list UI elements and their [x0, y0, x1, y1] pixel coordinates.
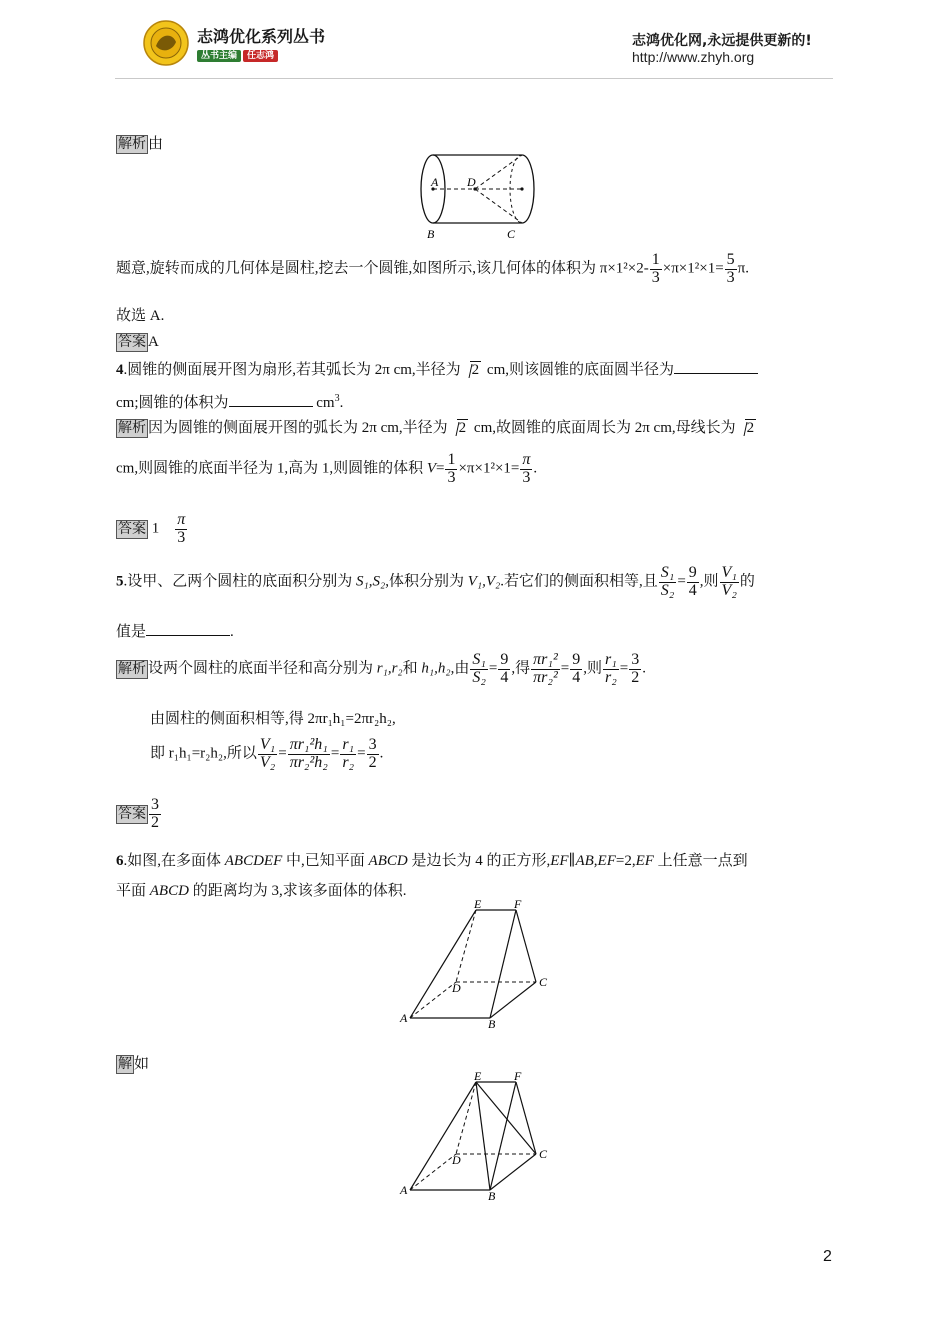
polyhedron-figure-1: [398, 898, 558, 1030]
polyhedron-figure-2: [398, 1070, 558, 1204]
slogan: 志鸿优化网,永远提供更新的!: [632, 33, 812, 49]
answer-tag: 答案: [118, 805, 146, 822]
q5-analysis-line1: [116, 652, 646, 687]
cylinder-cone-figure: [415, 148, 535, 242]
q5-analysis-line2: 由圆柱的侧面积相等,得 2πr₁h₁=2πr₂h₂,: [150, 711, 396, 727]
solution-tag: 解: [118, 1056, 132, 1072]
q6-stem-e: 是边长为 4 的正方形,: [407, 853, 551, 869]
q5-ana-g: ,则: [583, 660, 602, 677]
q6-stem-h: EF: [635, 853, 654, 869]
q6-stem-k: ABCD: [149, 883, 189, 899]
fraction: $\frac{3}{2}$: [151, 796, 159, 831]
fraction: $\frac{9}{4}$: [500, 651, 509, 686]
q4-ana-e: ×π×1²×1=: [458, 460, 520, 477]
q6-stem-l: 的距离均为 3,求该多面体的体积.: [188, 883, 407, 899]
q4-stem-line1: [116, 358, 758, 379]
q3-analysis-body: [116, 252, 749, 287]
equals: =: [488, 660, 498, 677]
series-editor-name: 任志鸿: [243, 50, 278, 62]
q5-answer: [116, 797, 162, 832]
q5-stem-g: ,则: [699, 573, 719, 590]
q5-ana-e: ,由: [450, 660, 470, 677]
fraction: $\frac{\text{r₁}}{\text{r₂}}$: [342, 736, 355, 771]
fraction: $\frac{\text{πr₁²h₁}}{\text{πr₂²h₂}}$: [289, 736, 328, 771]
fraction: $\frac{\text{S₁}}{\text{S₂}}$: [472, 651, 486, 686]
fraction: $\frac{5}{3}$: [726, 251, 735, 286]
answer-blank[interactable]: [146, 621, 230, 636]
q4-analysis-line1: [116, 416, 758, 438]
q5-ana-b: r₁,r₂: [376, 660, 403, 677]
q5-ana-d: h₁,h₂: [421, 660, 451, 677]
q4-ana-b: cm,故圆锥的底面周长为 2π cm,母线长为: [470, 420, 736, 436]
equals: =: [619, 660, 629, 677]
label-B: B: [488, 1017, 496, 1030]
fraction: $\frac{1}{3}$: [447, 451, 456, 486]
q5-stem-d: V₁,V₂: [467, 573, 501, 590]
answer-tag: 答案: [118, 520, 146, 537]
q5-stem-line1: [116, 565, 755, 600]
q4-stem-c: cm;圆锥的体积为: [116, 395, 229, 411]
q5-stem-i: 值是: [116, 624, 147, 640]
sqrt: 2: [736, 419, 757, 437]
brand-logo: [143, 20, 189, 66]
equals: =: [560, 660, 570, 677]
analysis-tag: 解析: [118, 660, 146, 677]
brand-title: 志鸿优化系列丛书: [197, 27, 326, 46]
fraction: $\frac{\text{S₁}}{\text{S₂}}$: [660, 564, 675, 599]
q5-line3-a: 即 r₁h₁=r₂h₂,所以: [150, 745, 257, 762]
q5-stem-f: =: [677, 573, 686, 590]
q6-stem-j: 平面: [116, 883, 150, 899]
period: .: [379, 745, 384, 762]
label-C: C: [539, 1147, 548, 1161]
equals: =: [330, 745, 340, 762]
fraction: $\frac{\text{V₁}}{\text{V₂}}$: [259, 736, 276, 771]
q4-stem-a: .圆锥的侧面展开图为扇形,若其弧长为 2π cm,半径为: [123, 362, 461, 378]
analysis-tag: 解析: [118, 420, 146, 436]
q5-stem-line2: [116, 620, 234, 641]
label-D: D: [452, 981, 461, 995]
q4-ana-d: =: [436, 460, 445, 477]
fraction: $\frac{9}{4}$: [572, 651, 581, 686]
q4-stem-d: cm: [312, 395, 335, 411]
q6-stem-d: ABCD: [368, 853, 408, 869]
sqrt: 2: [448, 419, 469, 437]
q6-stem-c: 中,已知平面: [282, 853, 369, 869]
q5-stem-j: .: [230, 624, 234, 640]
fraction: $\frac{\pi}{3}$: [177, 511, 186, 546]
label-D: D: [467, 175, 476, 189]
q4-stem-b: cm,则该圆锥的底面圆半径为: [483, 362, 674, 378]
fraction: $\frac{1}{3}$: [651, 251, 660, 286]
q4-analysis-line2: [116, 452, 537, 487]
q5-stem-c: ,体积分别为: [385, 573, 468, 590]
analysis-tag: 解析: [118, 136, 146, 152]
sqrt: 2: [461, 361, 482, 379]
q3-answer-value: A: [148, 334, 159, 350]
q6-stem-a: .如图,在多面体: [123, 853, 225, 869]
brand-subtitle: [197, 48, 278, 61]
header-divider: [115, 78, 833, 79]
page-number: 2: [823, 1248, 832, 1265]
q5-analysis-line3: [150, 737, 383, 772]
fraction: $\frac{\text{V₁}}{\text{V₂}}$: [721, 564, 737, 599]
var-V: V: [426, 460, 436, 477]
site-url[interactable]: http://www.zhyh.org: [632, 49, 755, 65]
q3-text-b: ×π×1²×1=: [662, 260, 724, 277]
label-C: C: [507, 227, 516, 241]
q6-number: 6: [116, 853, 124, 869]
q3-answer: [116, 333, 159, 352]
fraction: $\frac{3}{2}$: [631, 651, 640, 686]
label-A: A: [400, 1183, 408, 1197]
q4-stem-line2: [116, 391, 343, 412]
label-F: F: [514, 1070, 522, 1083]
q6-sol-text: 如: [134, 1056, 150, 1072]
q6-stem-b: ABCDEF: [224, 853, 283, 869]
label-A: A: [431, 175, 439, 189]
equals: =: [278, 745, 287, 762]
label-A: A: [400, 1011, 408, 1025]
q6-stem-f: EF∥AB,EF: [550, 853, 616, 869]
fraction: $\frac{3}{2}$: [368, 736, 377, 771]
q6-solution-intro: [116, 1052, 149, 1074]
q6-stem-line1: [116, 849, 748, 870]
q5-ana-a: 设两个圆柱的底面半径和高分别为: [148, 660, 377, 677]
q4-number: 4: [116, 362, 124, 378]
q6-stem-line2: [116, 879, 406, 900]
q4-answer-1: 1: [151, 520, 160, 537]
q5-stem-e: .若它们的侧面积相等,且: [500, 573, 658, 590]
q5-number: 5: [116, 573, 124, 590]
equals: =: [357, 745, 366, 762]
q4-answer: [116, 512, 188, 547]
q3-analysis-intro: [116, 132, 163, 154]
label-F: F: [514, 898, 522, 911]
fraction: $\frac{9}{4}$: [688, 564, 697, 599]
period: .: [642, 660, 646, 677]
fraction: $\frac{\pi}{3}$: [522, 451, 531, 486]
q4-ana-f: .: [533, 460, 538, 477]
q6-stem-i: 上任意一点到: [653, 853, 748, 869]
answer-blank[interactable]: [229, 392, 313, 407]
label-C: C: [539, 975, 548, 989]
fraction: $\frac{\text{r₁}}{\text{r₂}}$: [604, 651, 617, 686]
q5-ana-f: ,得: [511, 660, 531, 677]
answer-tag: 答案: [118, 334, 146, 350]
q5-stem-h: 的: [739, 573, 755, 590]
q5-stem-a: .设甲、乙两个圆柱的底面积分别为: [123, 573, 357, 590]
fraction: $\frac{\text{πr₁²}}{\text{πr₂²}}$: [533, 651, 558, 686]
q4-ana-a: 因为圆锥的侧面展开图的弧长为 2π cm,半径为: [148, 420, 448, 436]
q3-conclusion: 故选 A.: [116, 308, 165, 324]
label-D: D: [452, 1153, 461, 1167]
label-E: E: [474, 898, 482, 911]
q3-text-a: 题意,旋转而成的几何体是圆柱,挖去一个圆锥,如图所示,该几何体的体积为 π×1²×2-: [116, 260, 649, 277]
answer-blank[interactable]: [674, 359, 758, 374]
q3-text-c: π.: [737, 260, 749, 277]
q4-ana-c: cm,则圆锥的底面半径为 1,高为 1,则圆锥的体积: [116, 460, 427, 477]
q5-ana-c: 和: [402, 660, 422, 677]
q4-cm3-sup: 3: [334, 393, 340, 404]
q5-stem-b: S₁,S₂: [356, 573, 386, 590]
label-B: B: [427, 227, 435, 241]
label-B: B: [488, 1189, 496, 1203]
q3-intro-text: 由: [148, 136, 164, 152]
label-E: E: [474, 1070, 482, 1083]
q4-stem-e: .: [339, 395, 344, 411]
q6-stem-g: =2,: [615, 853, 636, 869]
series-editor-label: 丛书主编: [197, 50, 241, 62]
